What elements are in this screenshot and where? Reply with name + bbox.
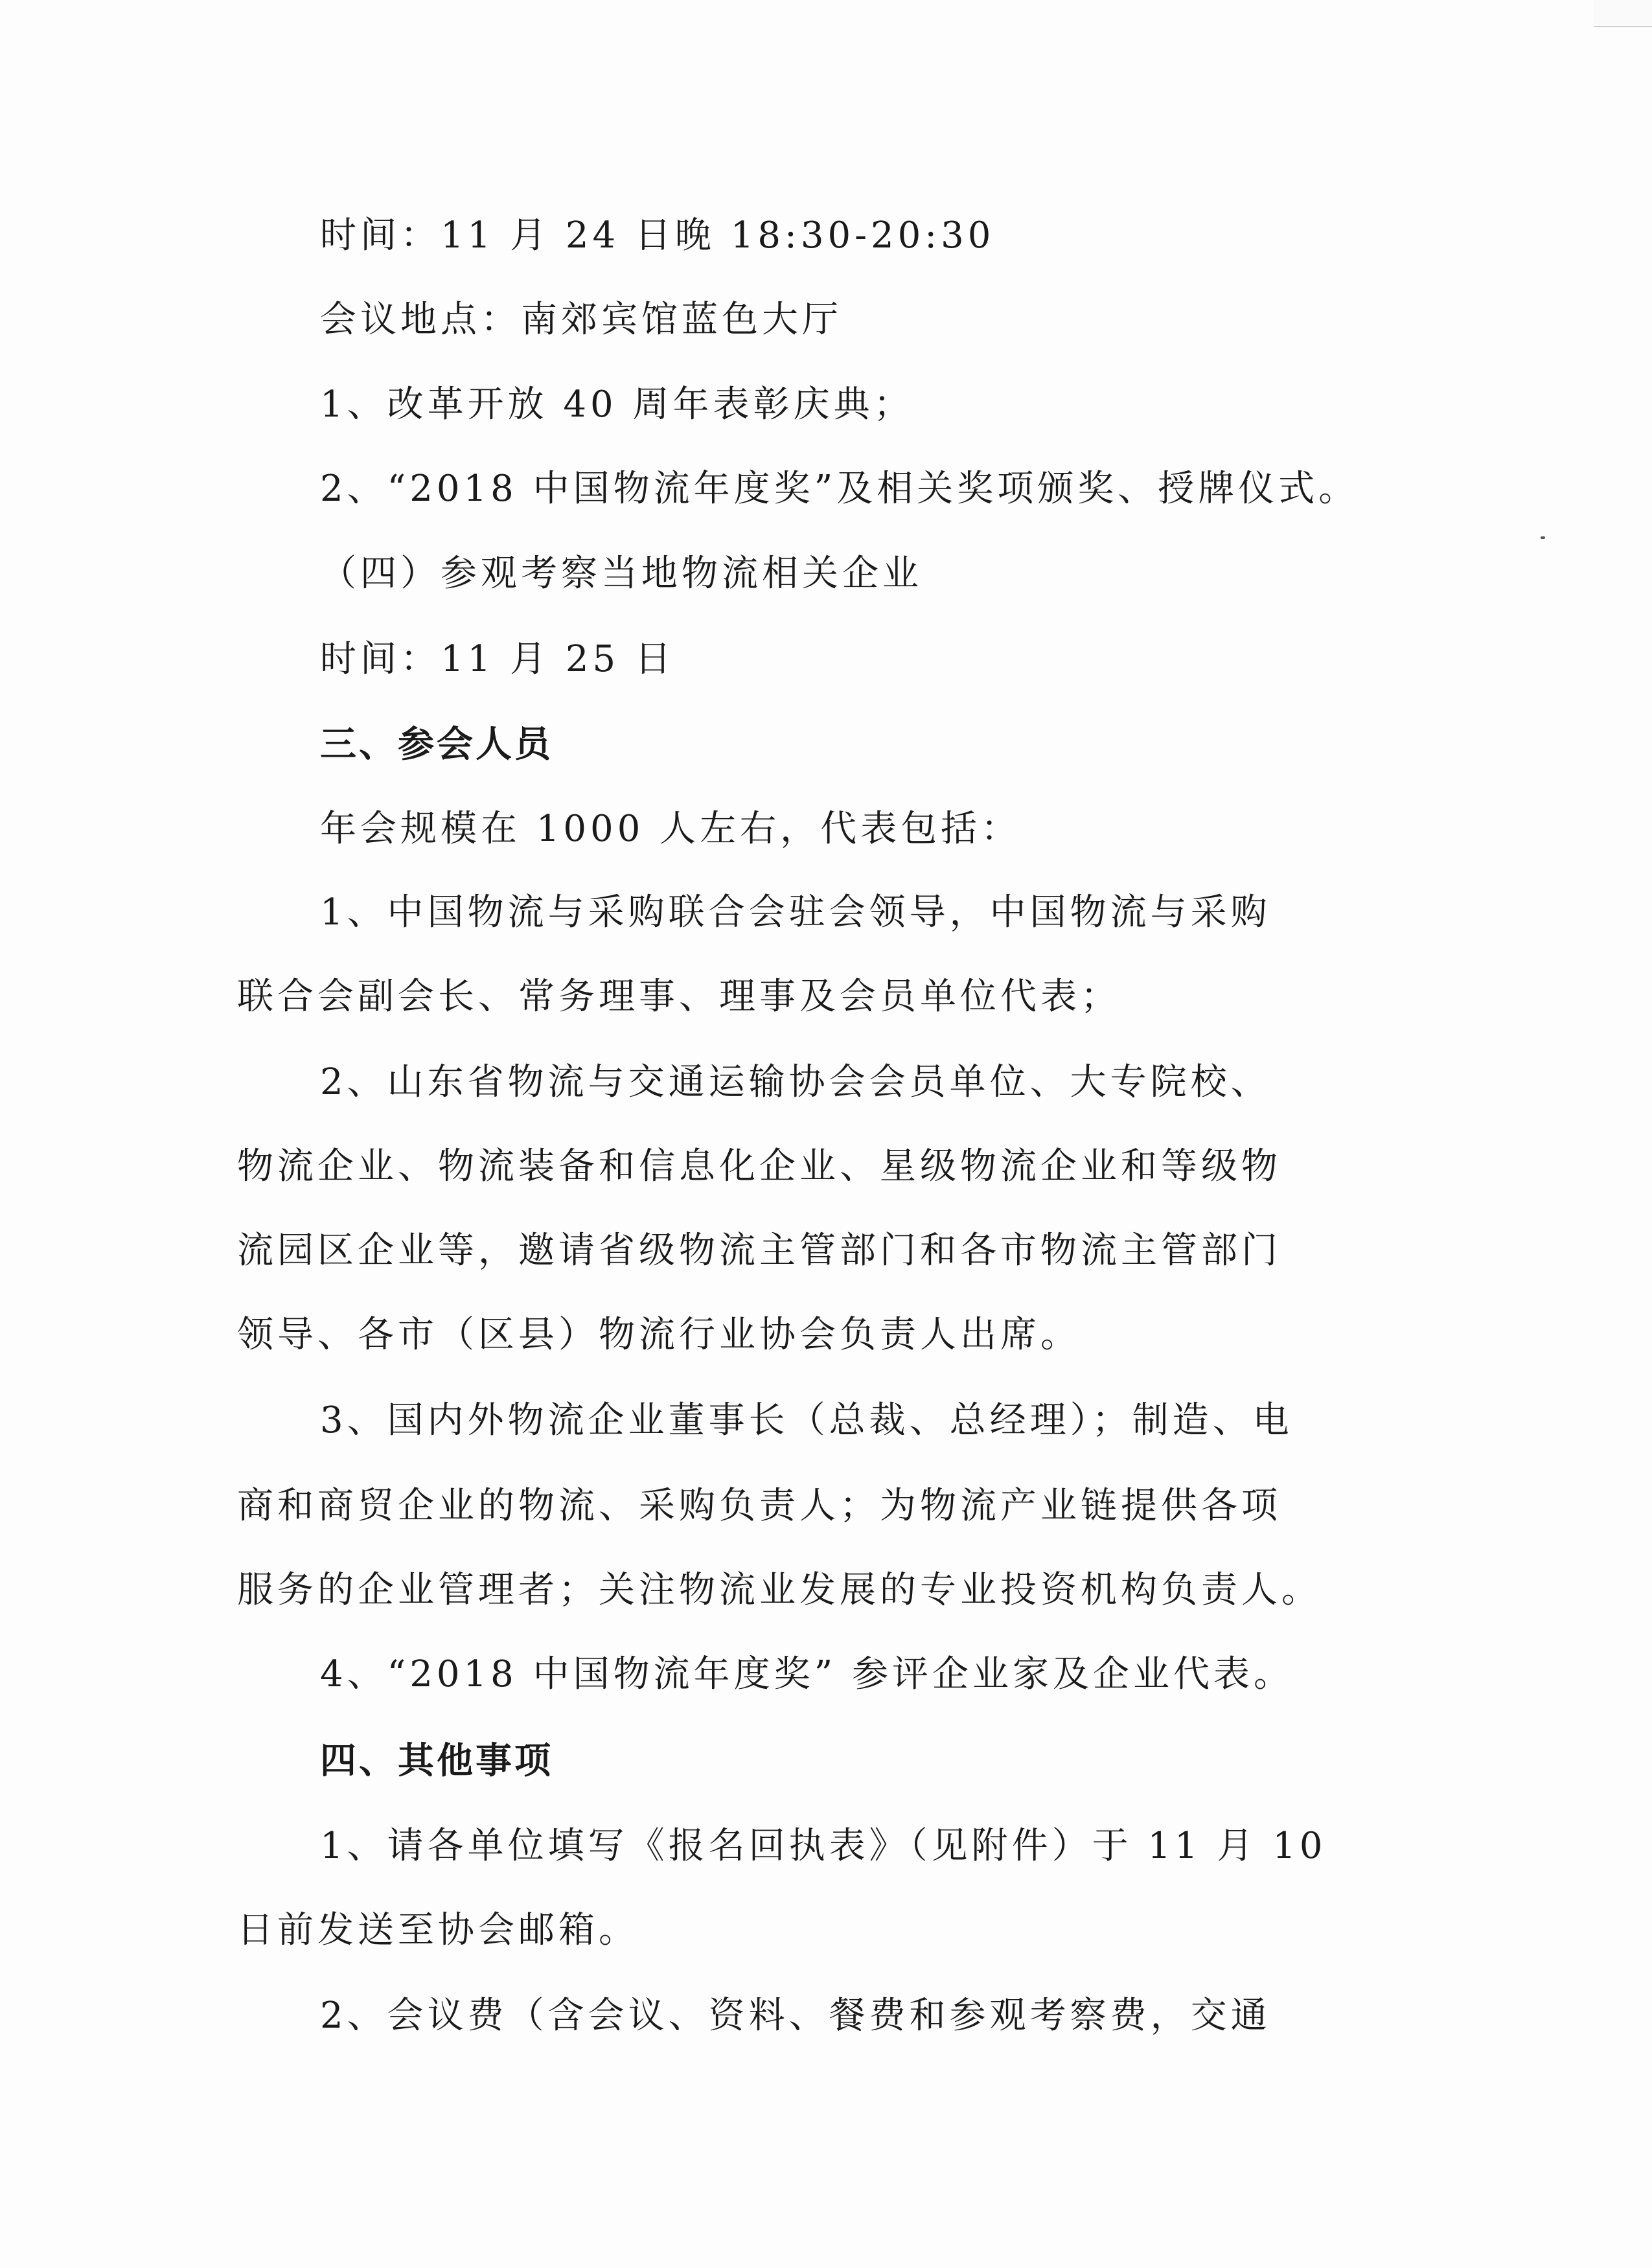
attendee-item-2-cont-3: 领导、各市（区县）物流行业协会负责人出席。 [237,1314,1081,1356]
subsection-heading-4: （四）参观考察当地物流相关企业 [320,553,923,595]
visit-time-line: 时间：11 月 25 日 [320,638,675,680]
attendee-item-2-cont-2: 流园区企业等，邀请省级物流主管部门和各市物流主管部门 [237,1230,1281,1272]
other-item-1: 1、请各单位填写《报名回执表》（见附件）于 11 月 10 [320,1825,1327,1867]
other-item-1-cont: 日前发送至协会邮箱。 [237,1909,639,1951]
attendee-item-4: 4、“2018 中国物流年度奖” 参评企业家及企业代表。 [320,1653,1294,1695]
scale-line: 年会规模在 1000 人左右，代表包括： [320,808,1022,850]
section-heading-4: 四、其他事项 [320,1740,553,1782]
scan-edge-mark [1594,0,1652,27]
venue-line: 会议地点：南郊宾馆蓝色大厅 [320,299,842,341]
attendee-item-3-cont-1: 商和商贸企业的物流、采购负责人；为物流产业链提供各项 [237,1485,1281,1527]
attendee-item-2: 2、山东省物流与交通运输协会会员单位、大专院校、 [320,1061,1271,1103]
attendee-item-3: 3、国内外物流企业董事长（总裁、总经理）；制造、电 [320,1399,1293,1441]
agenda-item-1: 1、改革开放 40 周年表彰庆典； [320,384,914,426]
scan-speck [1541,536,1545,539]
schedule-time-line: 时间：11 月 24 日晚 18:30-20:30 [320,214,995,257]
section-heading-3: 三、参会人员 [320,724,553,766]
attendee-item-1: 1、中国物流与采购联合会驻会领导，中国物流与采购 [320,891,1271,934]
attendee-item-3-cont-2: 服务的企业管理者；关注物流业发展的专业投资机构负责人。 [237,1569,1322,1611]
attendee-item-2-cont-1: 物流企业、物流装备和信息化企业、星级物流企业和等级物 [237,1145,1281,1187]
other-item-2: 2、会议费（含会议、资料、餐费和参观考察费，交通 [320,1995,1271,2037]
agenda-item-2: 2、“2018 中国物流年度奖”及相关奖项颁奖、授牌仪式。 [320,468,1359,510]
attendee-item-1-cont: 联合会副会长、常务理事、理事及会员单位代表； [237,976,1121,1018]
